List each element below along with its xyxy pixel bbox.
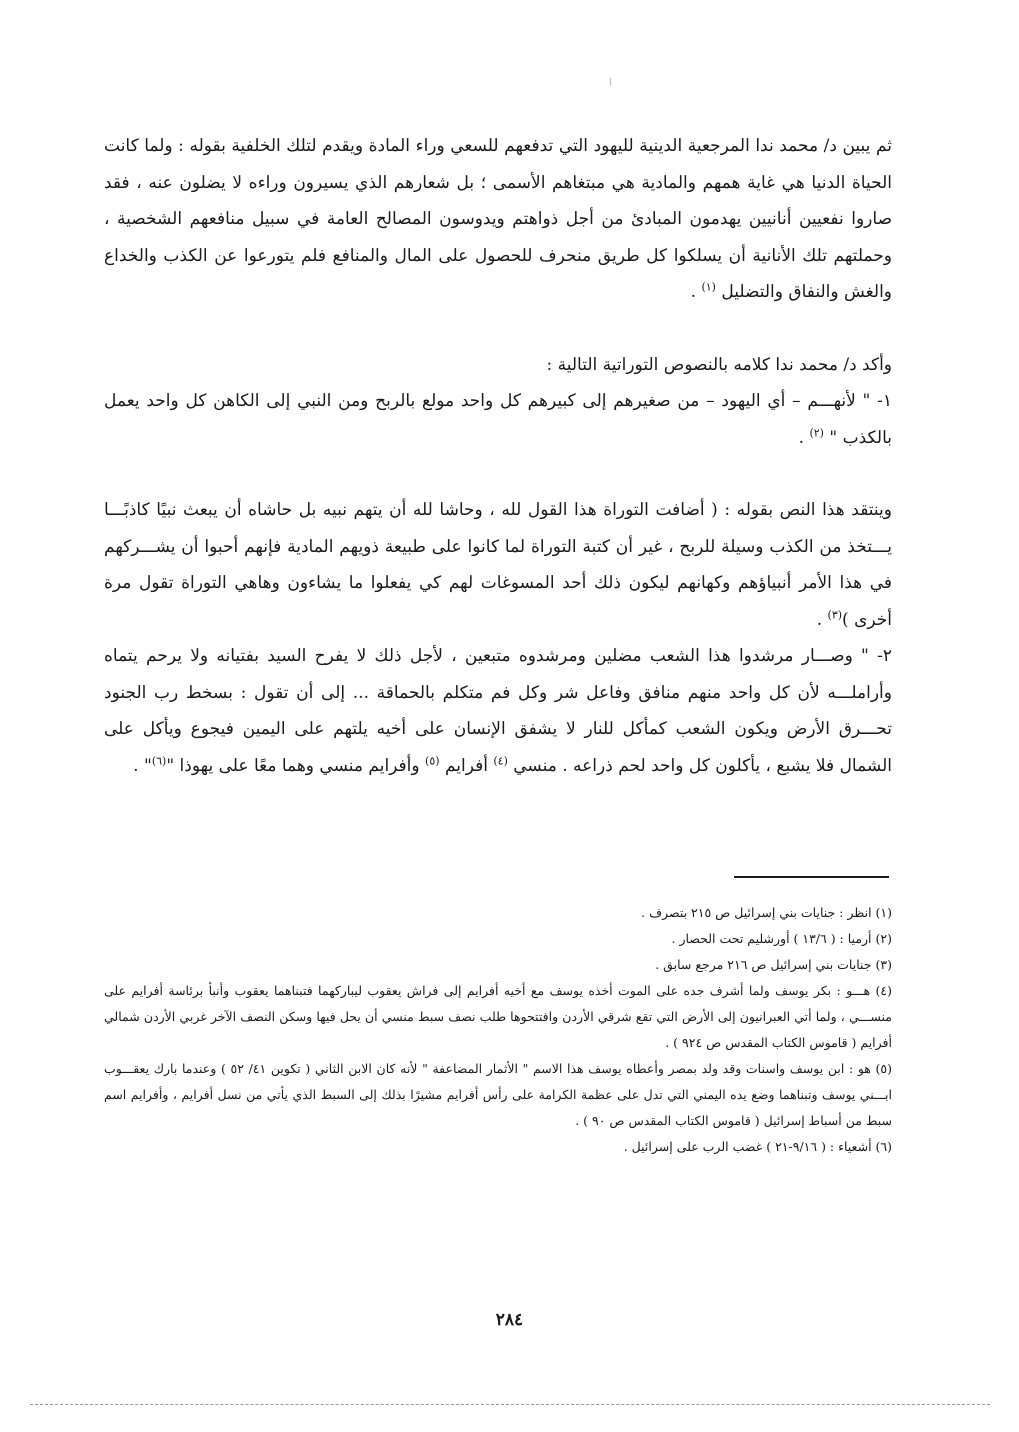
closing-quote: " bbox=[143, 755, 152, 776]
footnote-2: (٢) أرميا : ( ١٣/٦ ) أورشليم تحت الحصار . bbox=[671, 931, 892, 946]
paragraph-end: . bbox=[798, 427, 810, 448]
paragraph-texts-heading: وأكد د/ محمد ندا كلامه بالنصوص التوراتية التالية : bbox=[546, 354, 892, 375]
footnote-5: (٥) هو : ابن يوسف واسنات وقد ولد بمصر وأعطاه يوسف هذا الاسم " الأثمار المضاعفة " لأنه كان الابن الثاني ( تكوين ٤١/ ٥٢ ) وعندما بارك يعقـــوب ابـــني يوسف وتبناهما وضع يده اليمني التي تدل على عظمة الكرامة على رأس أفرايم مشيرًا بذلك إلى السبط الذي يأتي من نسل أفرايم ، وأفرايم اسم سبط من أسباط إسرائيل ( قاموس الكتاب المقدس ص ٩٠ ) . bbox=[104, 1061, 893, 1128]
paragraph-critique-content: وينتقد هذا النص بقوله : ( أضافت التوراة هذا القول لله ، وحاشا لله أن يتهم نبيه بل حاشاه أن يبعث نبيًا كاذبًـــا يـــتخذ من الكذب وسيلة للربح ، غير أن كتبة التوراة لما كانوا على طبيعة ذويهم المادية فإنهم أحبوا أن يشـــركهم في هذا الأمر أنبياؤهم وكهانهم ليكون ذلك أحد المسوغات لهم كي يفعلوا ما يشاءون وهاهي التوراة تقول مرة أخرى ) bbox=[104, 500, 892, 630]
footnote-ref-3[interactable]: (٣) bbox=[827, 607, 843, 621]
paragraph-critique bbox=[104, 492, 892, 638]
footnotes-section bbox=[104, 900, 892, 1160]
paragraph-end: . bbox=[816, 609, 828, 630]
footnote-6: (٦) أشعياء : ( ٩/١٦-٢١ ) غضب الرب على إسرائيل . bbox=[623, 1139, 892, 1154]
footnote-4: (٤) هـــو : بكر يوسف ولما أشرف جده على الموت أخذه يوسف مع أخيه أفرايم إلى فراش يعقوب ليباركهما فتبناهما يعقوب وأنبأ برئاسة أفرايم على منســـي ، ولما أتي العبرانيون إلى الأرض التي تقع شرقي الأردن وافتتحوها طلب نصف سبط منسي أن يحل فيها وسكن النصف الآخر غربي الأردن شمالي أفرايم ( قاموس الكتاب المقدس ص ٩٢٤ ) . bbox=[104, 983, 892, 1050]
footnote-1: (١) انظر : جنايات بني إسرائيل ص ٢١٥ بتصرف . bbox=[641, 905, 892, 920]
term-afraim: أفرايم bbox=[444, 755, 488, 776]
footnote-ref-5[interactable]: (٥) bbox=[425, 753, 440, 767]
bottom-edge-line bbox=[30, 1404, 990, 1405]
paragraph-intro bbox=[104, 128, 892, 311]
paragraph-text-1-content: ١- " لأنهـــم – أي اليهود – من صغيرهم إلى كبيرهم كل واحد مولع بالربح ومن النبي إلى الكاهن كل واحد يعمل بالكذب " bbox=[104, 391, 892, 448]
footnote-3: (٣) جنايات بني إسرائيل ص ٢١٦ مرجع سابق . bbox=[655, 957, 892, 972]
paragraph-text-1 bbox=[104, 383, 892, 456]
paragraph-text-2 bbox=[104, 638, 892, 784]
footnote-separator bbox=[734, 876, 889, 878]
paragraph-end: . bbox=[133, 755, 144, 776]
paragraph-text-2-tail: وأفرايم منسي وهما معًا على يهوذا " bbox=[166, 755, 420, 776]
footnote-ref-2[interactable]: (٢) bbox=[809, 425, 824, 439]
paragraph-end: . bbox=[690, 282, 702, 302]
paragraph-intro-text: ثم يبين د/ محمد ندا المرجعية الدينية لليهود التي تدفعهم للسعي وراء المادة ويقدم لتلك الخلفية بقوله : ولما كانت الحياة الدنيا هي غاية همهم والمادية هي مبتغاهم الأسمى ؛ بل شعارهم الذي يسيرون وراءه لا يضلون عنه ، فقد صاروا نفعيين أنانيين يهدمون المبادئ من أجل ذواهتم ويدوسون المصالح العامة في سبيل منافعهم الشخصية ، وحملتهم تلك الأنانية أن يسلكوا كل طريق منحرف للحصول على المال والمنافع فلم يتورعوا عن الكذب والخداع والغش والنفاق والتضليل bbox=[104, 136, 892, 302]
main-body-text bbox=[104, 128, 892, 784]
paragraph-text-2-content: ٢- " وصـــار مرشدوا هذا الشعب مضلين ومرشدوه متبعين ، لأجل ذلك لا يفرح السيد بفتيانه ولا يرحم يتماه وأراملـــه لأن كل واحد منهم منافق وفاعل شر وكل فم متكلم بالحماقة ... إلى أن تقول : بسخط رب الجنود تحـــرق الأرض ويكون الشعب كمأكل للنار لا يشفق الإنسان على أخيه يلتهم على اليمين فيجوع ويأكل على الشمال فلا يشبع ، يأكلون كل واحد لحم ذراعه . منسي bbox=[104, 646, 892, 776]
footnote-ref-1[interactable]: (١) bbox=[701, 280, 716, 294]
top-mark bbox=[610, 78, 611, 86]
footnote-ref-6[interactable]: (٦) bbox=[151, 753, 167, 767]
page-number: ٢٨٤ bbox=[495, 1310, 524, 1330]
footnote-ref-4[interactable]: (٤) bbox=[493, 753, 508, 767]
